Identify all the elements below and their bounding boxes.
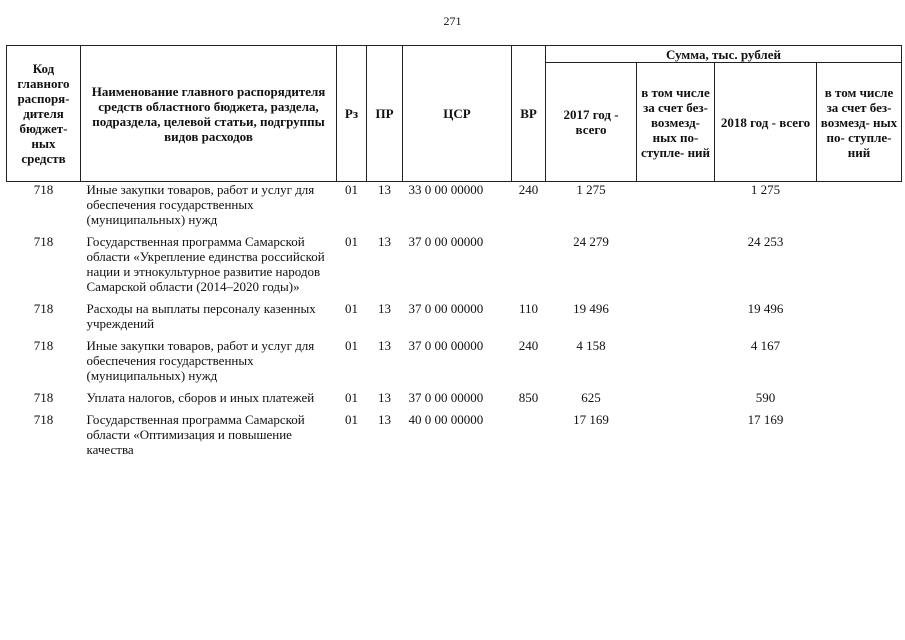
cell-rz: 01: [345, 234, 358, 249]
cell-code: 718: [33, 301, 54, 316]
cell-vr: [512, 412, 546, 464]
cell-csr: 37 0 00 00000: [408, 234, 484, 249]
table-row: [7, 338, 902, 390]
cell-code: 718: [33, 182, 54, 197]
cell-csr: 37 0 00 00000: [408, 301, 484, 316]
cell-2018-total: 4 167: [750, 338, 781, 353]
cell-csr: 40 0 00 00000: [408, 412, 484, 427]
cell-2018-free: [817, 338, 902, 390]
cell-pr: 13: [378, 182, 391, 197]
header-sum: Сумма, тыс. рублей: [546, 46, 902, 63]
cell-2017-free: [637, 390, 715, 412]
cell-code: 718: [33, 234, 54, 249]
cell-rz: 01: [345, 338, 358, 353]
cell-2017-total: 625: [581, 390, 601, 405]
cell-vr: 240: [518, 338, 539, 353]
table-row: [7, 301, 902, 338]
cell-2018-total: 19 496: [747, 301, 784, 316]
cell-2018-total: 1 275: [750, 182, 781, 197]
cell-2018-total: 24 253: [747, 234, 784, 249]
header-vr: ВР: [512, 46, 546, 182]
header-2018-total: 2018 год - всего: [715, 63, 817, 182]
cell-pr: 13: [378, 338, 391, 353]
cell-code: 718: [33, 412, 54, 427]
cell-rz: 01: [345, 182, 358, 197]
cell-csr: 33 0 00 00000: [408, 182, 484, 197]
cell-2018-total: 17 169: [747, 412, 784, 427]
cell-2018-total: 590: [755, 390, 776, 405]
header-2017-total: 2017 год - всего: [546, 63, 637, 182]
cell-name: Иные закупки товаров, работ и услуг для обеспечения государственных (муниципальных) нужд: [86, 338, 315, 383]
cell-vr: 240: [518, 182, 539, 197]
cell-name: Расходы на выплаты персоналу казенных учреждений: [86, 301, 316, 331]
cell-name: Уплата налогов, сборов и иных платежей: [86, 390, 315, 405]
header-csr: ЦСР: [403, 46, 512, 182]
cell-csr: 37 0 00 00000: [408, 390, 484, 405]
cell-2017-total: 19 496: [573, 301, 609, 316]
cell-2017-free: [637, 338, 715, 390]
cell-rz: 01: [345, 412, 358, 427]
cell-2018-free: [817, 390, 902, 412]
table-row: [7, 390, 902, 412]
cell-2018-free: [817, 234, 902, 301]
cell-2017-total: 4 158: [576, 338, 606, 353]
cell-2017-free: [637, 182, 715, 235]
cell-2017-free: [637, 234, 715, 301]
header-rz: Рз: [337, 46, 367, 182]
cell-vr: [512, 234, 546, 301]
cell-name: Государственная программа Самарской области «Оптимизация и повышение качества: [86, 412, 305, 457]
page-number: 271: [443, 14, 462, 28]
header-2017-free: в том числе за счет без- возмезд- ных по- ступле- ний: [637, 63, 715, 182]
table-row: [7, 234, 902, 301]
cell-2017-total: 1 275: [576, 182, 606, 197]
cell-name: Государственная программа Самарской области «Укрепление единства российской нации и этнокультурное развитие народов Самарской области (2014–2020 годы)»: [86, 234, 325, 294]
cell-2018-free: [817, 412, 902, 464]
cell-name: Иные закупки товаров, работ и услуг для обеспечения государственных (муниципальных) нужд: [86, 182, 315, 227]
budget-table: [6, 45, 902, 464]
cell-pr: 13: [378, 390, 391, 405]
cell-2018-free: [817, 301, 902, 338]
cell-rz: 01: [345, 301, 358, 316]
header-code: Код главного распоря- дителя бюджет- ных средств: [7, 46, 81, 182]
cell-code: 718: [33, 390, 54, 405]
cell-code: 718: [33, 338, 54, 353]
cell-2017-free: [637, 301, 715, 338]
cell-pr: 13: [378, 301, 391, 316]
cell-vr: 110: [518, 301, 539, 316]
cell-2017-total: 24 279: [573, 234, 609, 249]
cell-pr: 13: [378, 412, 391, 427]
header-2018-free: в том числе за счет без- возмезд- ных по- ступле- ний: [817, 63, 902, 182]
cell-pr: 13: [378, 234, 391, 249]
table-row: [7, 182, 902, 235]
table-row: [7, 412, 902, 464]
header-name: Наименование главного распорядителя средств областного бюджета, раздела, подраздела, целевой статьи, подгруппы видов расходов: [81, 46, 337, 182]
cell-vr: 850: [518, 390, 539, 405]
cell-2018-free: [817, 182, 902, 235]
cell-csr: 37 0 00 00000: [408, 338, 484, 353]
cell-rz: 01: [345, 390, 358, 405]
cell-2017-total: 17 169: [573, 412, 609, 427]
header-pr: ПР: [367, 46, 403, 182]
cell-2017-free: [637, 412, 715, 464]
